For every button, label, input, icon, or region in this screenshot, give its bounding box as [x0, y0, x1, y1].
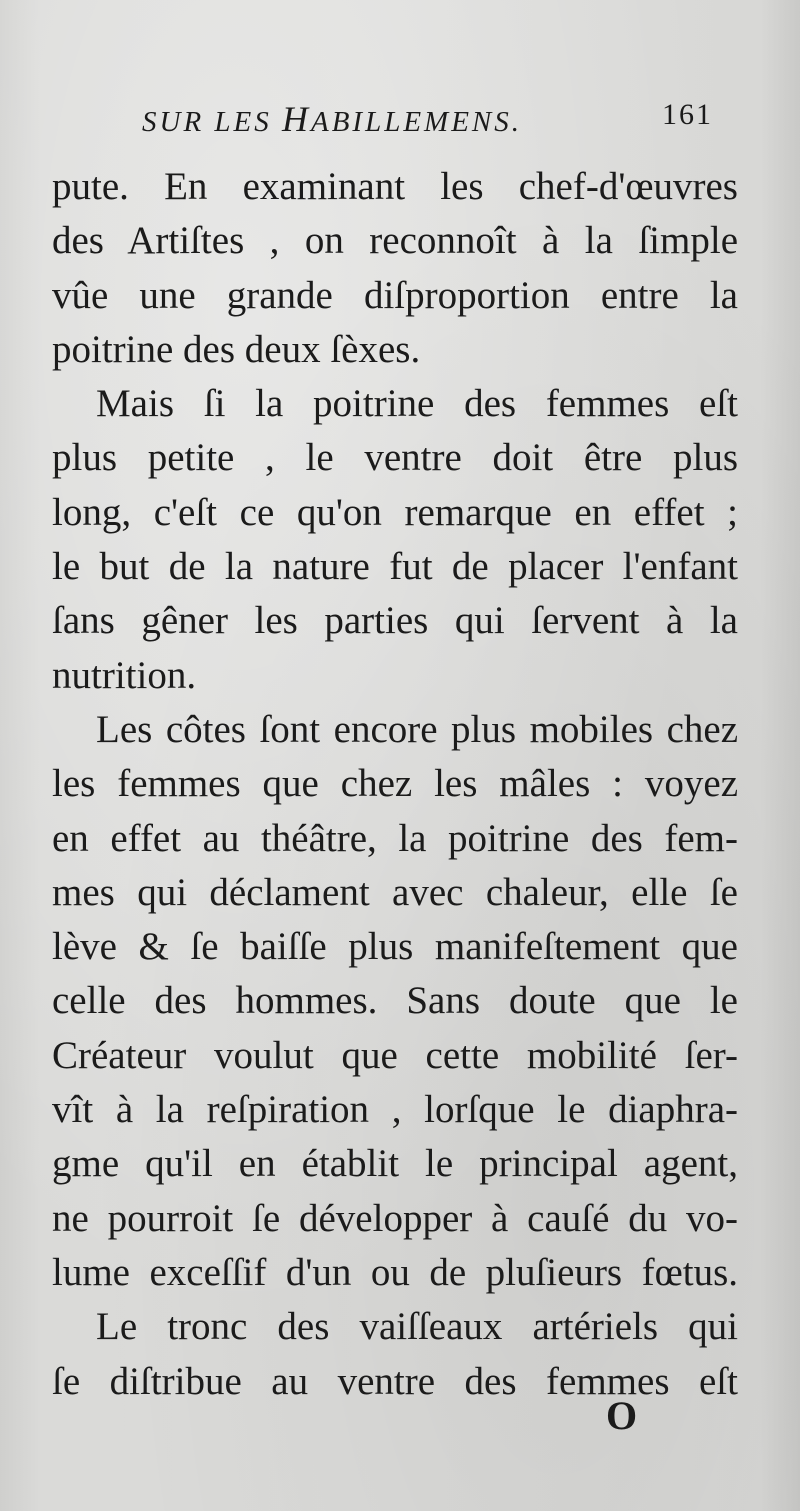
text-line: nutrition. [52, 653, 197, 697]
text-line: ſe diſtribue au ventre des femmes eſt [52, 1359, 738, 1403]
text-line: Créateur voulut que cette mobilité ſer- [52, 1033, 738, 1077]
text-line: les femmes que chez les mâles : voyez [52, 762, 738, 806]
text-line: le but de la nature fut de placer l'enfant [52, 545, 738, 589]
text-line: plus petite , le ventre doit être plus [52, 436, 738, 480]
text-line: ne pourroit ſe développer à cauſé du vo- [52, 1196, 738, 1240]
text-line: vît à la reſpiration , lorſque le diaphra- [52, 1088, 738, 1132]
text-line: celle des hommes. Sans doute que le [52, 979, 738, 1023]
text-line: Mais ſi la poitrine des femmes eſt [96, 382, 738, 426]
page-number: 161 [662, 98, 713, 131]
text-line: lève & ſe baiſſe plus manifeſtement que [52, 925, 738, 969]
text-line: gme qu'il en établit le principal agent, [52, 1142, 738, 1186]
signature-mark: O [606, 1393, 638, 1438]
text-line: des Artiſtes , on reconnoît à la ſimple [52, 219, 738, 263]
text-line: en effet au théâtre, la poitrine des fem- [52, 816, 738, 860]
text-line: pute. En examinant les chef-d'œuvres [52, 165, 738, 208]
text-line: Le tronc des vaiſſeaux artériels qui [96, 1305, 738, 1349]
text-line: poitrine des deux ſèxes. [52, 327, 421, 371]
running-head [142, 98, 742, 148]
running-title: SUR LES HABILLEMENS. [142, 99, 523, 139]
text-line: lume exceſſif d'un ou de pluſieurs fœtus. [52, 1250, 738, 1294]
body-text [52, 160, 738, 1409]
text-line: Les côtes ſont encore plus mobiles chez [96, 707, 738, 751]
text-line: long, c'eſt ce qu'on remarque en effet ; [52, 490, 738, 534]
text-line: mes qui déclament avec chaleur, elle ſe [52, 870, 738, 914]
text-line: vûe une grande diſproportion entre la [52, 273, 738, 317]
text-line: ſans gêner les parties qui ſervent à la [52, 599, 738, 643]
